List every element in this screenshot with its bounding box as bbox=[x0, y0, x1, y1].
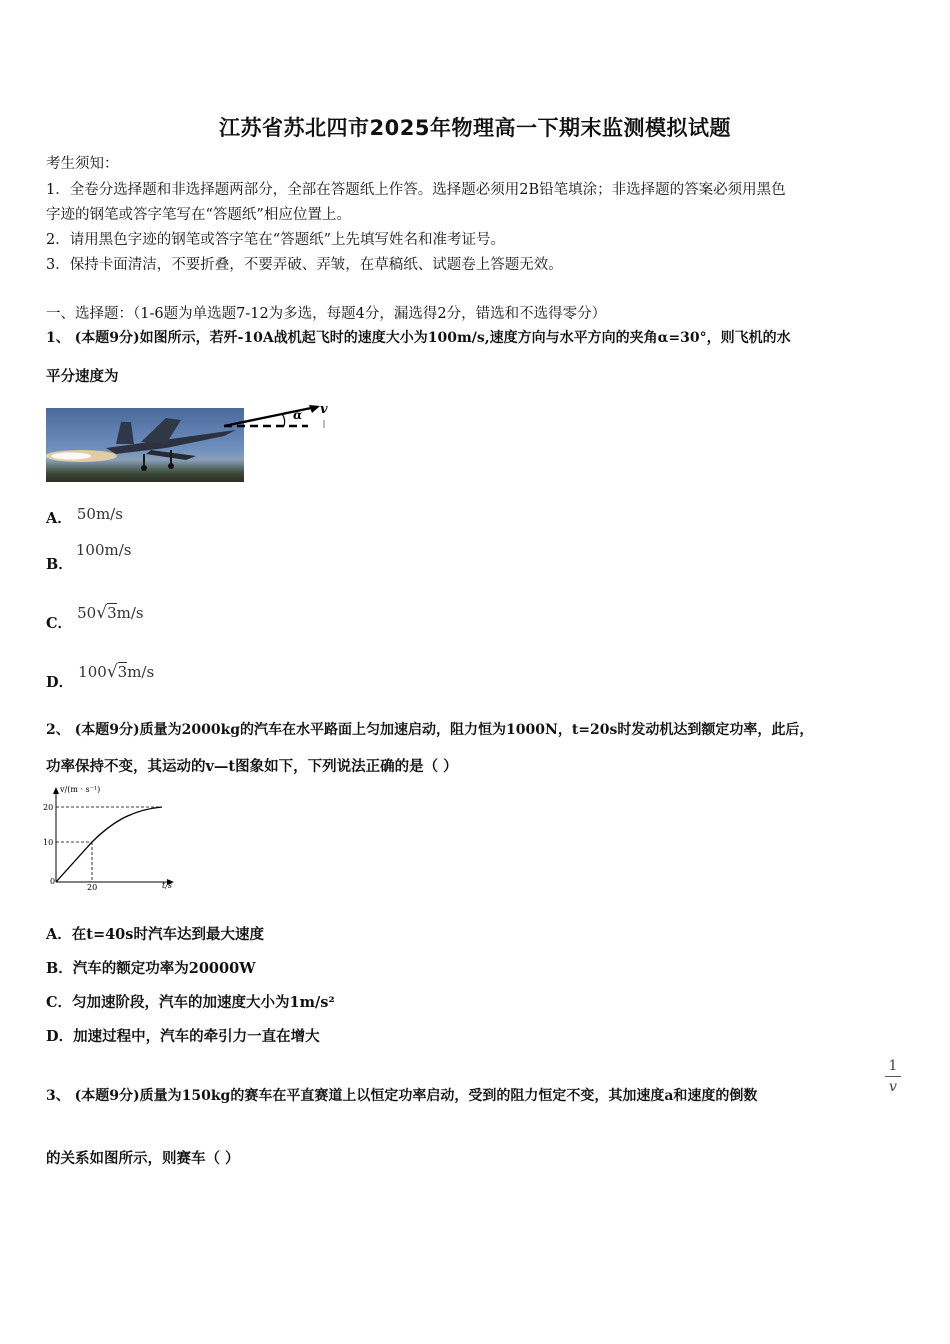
graph-y-tick-20: 20 bbox=[43, 803, 54, 812]
option-a-value: 50m/s bbox=[76, 505, 123, 523]
option-c-value: 50√3m/s bbox=[77, 603, 144, 623]
q2-option-d[interactable]: D．加速过程中，汽车的牵引力一直在增大 bbox=[46, 1028, 320, 1045]
q2-stem-line1: 2、 (本题9分)质量为2000kg的汽车在水平路面上匀加速启动，阻力恒为1000N，t=20s时发动机达到额定功率，此后， bbox=[46, 722, 814, 738]
q1-stem-line1: 1、 (本题9分)如图所示，若歼-10A战机起飞时的速度大小为100m/s,速度方向与水平方向的夹角α=30°，则飞机的水 bbox=[46, 330, 791, 346]
q1-stem-line2: 平分速度为 bbox=[46, 368, 119, 385]
graph-x-label: t/s bbox=[162, 881, 173, 890]
section-heading: 一、选择题：（1-6题为单选题7-12为多选，每题4分，漏选得2分，错选和不选得零分） bbox=[46, 306, 607, 322]
q3-stem-line1: 3、 (本题9分)质量为150kg的赛车在平直赛道上以恒定功率启动，受到的阻力恒定不变，其加速度a和速度的倒数 bbox=[46, 1088, 758, 1104]
graph-x-tick-20: 20 bbox=[87, 883, 98, 892]
notice-item-3: 3．保持卡面清洁，不要折叠，不要弄破、弄皱，在草稿纸、试题卷上答题无效。 bbox=[46, 257, 563, 273]
option-b-value: 100m/s bbox=[75, 541, 132, 559]
q2-option-c[interactable]: C．匀加速阶段，汽车的加速度大小为1m/s² bbox=[46, 994, 335, 1011]
q3-fraction: 1 v bbox=[885, 1058, 901, 1095]
q1-option-b[interactable]: B． 100m/s bbox=[46, 541, 132, 573]
notice-heading: 考生须知： bbox=[46, 156, 119, 172]
graph-origin-label: 0 bbox=[50, 877, 56, 886]
option-d-value: 100√3m/s bbox=[78, 662, 155, 682]
q1-option-a[interactable]: A． 50m/s bbox=[46, 505, 123, 527]
page-title: 江苏省苏北四市2025年物理高一下期末监测模拟试题 bbox=[219, 116, 731, 140]
graph-y-tick-10: 10 bbox=[43, 838, 54, 847]
q2-option-a[interactable]: A．在t=40s时汽车达到最大速度 bbox=[46, 926, 264, 943]
q1-option-d[interactable]: D． 100√3m/s bbox=[46, 662, 155, 691]
q3-stem-line2: 的关系如图所示，则赛车（ ） bbox=[46, 1150, 240, 1167]
notice-item-1: 1．全卷分选择题和非选择题两部分，全部在答题纸上作答。选择题必须用2B铅笔填涂；非选择题的答案必须用黑色 bbox=[46, 182, 786, 198]
velocity-angle-diagram bbox=[180, 396, 340, 436]
notice-item-1-cont: 字迹的钢笔或答字笔写在“答题纸”相应位置上。 bbox=[46, 207, 351, 223]
velocity-v-label: v bbox=[320, 402, 328, 417]
angle-alpha-label: α bbox=[293, 408, 303, 422]
q2-stem-line2: 功率保持不变，其运动的v—t图象如下，下列说法正确的是（ ） bbox=[46, 758, 458, 775]
q1-option-c[interactable]: C． 50√3m/s bbox=[46, 603, 144, 632]
graph-y-label: v/(m · s⁻¹) bbox=[60, 785, 101, 794]
notice-item-2: 2．请用黑色字迹的钢笔或答字笔在“答题纸”上先填写姓名和准考证号。 bbox=[46, 232, 506, 248]
vt-graph bbox=[40, 784, 180, 892]
q2-option-b[interactable]: B．汽车的额定功率为20000W bbox=[46, 960, 256, 977]
